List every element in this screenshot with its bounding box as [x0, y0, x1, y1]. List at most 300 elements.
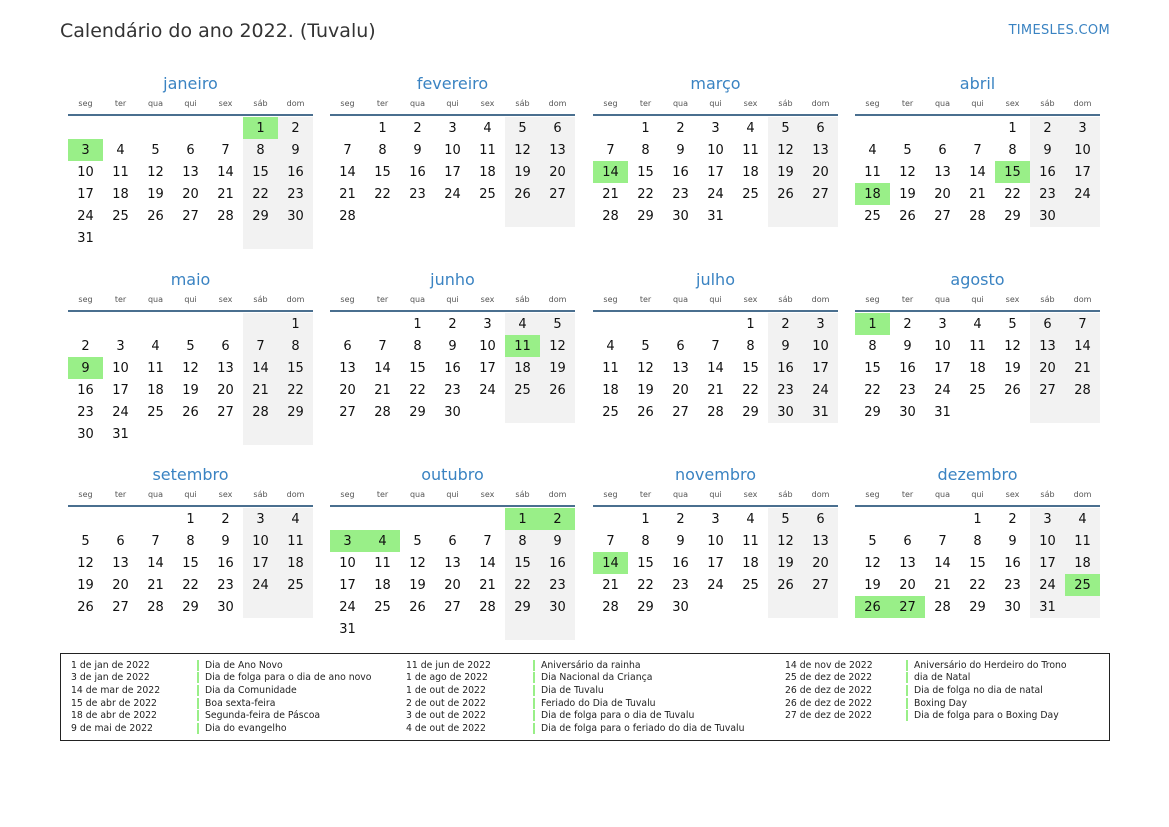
weekday-label: sex [480, 489, 495, 499]
day-cell: 17 [339, 577, 356, 593]
weekday-label: sex [1005, 294, 1020, 304]
day-cell: 11 [374, 555, 391, 571]
weekday-header [593, 487, 838, 507]
holiday-date: 14 de nov de 2022 [785, 659, 873, 671]
weekday-label: sáb [515, 98, 530, 108]
day-cell: 31 [803, 401, 838, 423]
legend-row [406, 684, 745, 697]
holiday-day: 14 [593, 552, 628, 574]
holiday-date: 11 de jun de 2022 [406, 659, 491, 671]
empty-cell [698, 313, 733, 335]
weekday-label: ter [114, 489, 127, 499]
day-cell: 6 [540, 117, 575, 139]
empty-cell [435, 508, 470, 530]
day-cell: 17 [479, 360, 496, 376]
weekday-label: dom [811, 294, 830, 304]
day-cell: 26 [505, 183, 540, 205]
day-cell: 13 [899, 555, 916, 571]
day-cell: 27 [339, 404, 356, 420]
day-cell: 6 [676, 338, 685, 354]
day-cell: 29 [742, 404, 759, 420]
empty-cell [208, 117, 243, 139]
day-cell: 7 [243, 335, 278, 357]
empty-cell [138, 423, 173, 445]
day-cell: 27 [803, 574, 838, 596]
empty-cell [733, 596, 768, 618]
day-cell: 17 [934, 360, 951, 376]
day-cell: 31 [707, 208, 724, 224]
empty-cell [243, 423, 278, 445]
empty-cell [1065, 596, 1100, 618]
day-cell: 20 [803, 552, 838, 574]
holiday-date: 3 de out de 2022 [406, 710, 486, 722]
weekday-label: qui [971, 294, 984, 304]
day-cell: 29 [637, 208, 654, 224]
weekday-label: sex [1005, 98, 1020, 108]
legend-marker [197, 698, 199, 709]
empty-cell [68, 508, 103, 530]
weekday-label: qui [971, 98, 984, 108]
day-cell: 29 [1004, 208, 1021, 224]
day-cell: 7 [711, 338, 720, 354]
day-cell: 2 [768, 313, 803, 335]
day-cell: 11 [479, 142, 496, 158]
weekday-label: ter [901, 98, 914, 108]
empty-cell [138, 508, 173, 530]
weekday-label: sáb [778, 98, 793, 108]
holiday-name: Aniversário do Herdeiro do Trono [914, 659, 1067, 671]
day-cell: 5 [903, 142, 912, 158]
empty-cell [803, 596, 838, 618]
weekday-label: seg [865, 98, 880, 108]
day-cell: 17 [1030, 552, 1065, 574]
day-grid [68, 508, 313, 618]
weekday-label: sáb [778, 294, 793, 304]
weekday-label: ter [639, 294, 652, 304]
day-cell: 1 [278, 313, 313, 335]
day-cell: 14 [217, 164, 234, 180]
day-cell: 4 [746, 120, 755, 136]
weekday-label: sáb [1040, 294, 1055, 304]
day-cell: 24 [803, 379, 838, 401]
holiday-name: Dia de folga para o feriado do dia de Tuvalu [541, 722, 745, 734]
weekday-label: sáb [778, 489, 793, 499]
day-cell: 4 [606, 338, 615, 354]
legend-marker [533, 723, 535, 734]
day-cell: 29 [864, 404, 881, 420]
day-cell: 13 [339, 360, 356, 376]
weekday-label: dom [286, 98, 305, 108]
day-cell: 8 [243, 139, 278, 161]
day-cell: 10 [243, 530, 278, 552]
day-cell: 21 [147, 577, 164, 593]
weekday-label: dom [548, 294, 567, 304]
empty-cell [173, 227, 208, 249]
day-cell: 3 [243, 508, 278, 530]
weekday-label: qua [409, 294, 426, 304]
day-cell: 29 [637, 599, 654, 615]
day-cell: 22 [278, 379, 313, 401]
day-cell: 29 [505, 596, 540, 618]
day-cell: 16 [217, 555, 234, 571]
day-cell: 11 [112, 164, 129, 180]
empty-cell [540, 401, 575, 423]
day-cell: 2 [413, 120, 422, 136]
holiday-date: 1 de jan de 2022 [71, 659, 150, 671]
empty-cell [243, 596, 278, 618]
empty-cell [960, 401, 995, 423]
weekday-label: qua [934, 98, 951, 108]
day-cell: 10 [1065, 139, 1100, 161]
day-cell: 12 [409, 555, 426, 571]
empty-cell [855, 508, 890, 530]
day-cell: 15 [505, 552, 540, 574]
holiday-day: 27 [890, 596, 925, 618]
empty-cell [768, 205, 803, 227]
day-cell: 2 [676, 511, 685, 527]
legend-marker [906, 660, 908, 671]
weekday-label: seg [865, 294, 880, 304]
day-cell: 28 [479, 599, 496, 615]
holiday-legend [60, 653, 1110, 741]
weekday-header [68, 292, 313, 312]
legend-marker [197, 723, 199, 734]
day-cell: 21 [339, 186, 356, 202]
day-cell: 29 [243, 205, 278, 227]
day-cell: 17 [77, 186, 94, 202]
day-cell: 15 [637, 164, 654, 180]
empty-cell [593, 313, 628, 335]
day-cell: 22 [505, 574, 540, 596]
month-outubro [330, 465, 575, 640]
day-cell: 20 [803, 161, 838, 183]
empty-cell [243, 227, 278, 249]
legend-row [785, 659, 1067, 672]
empty-cell [173, 313, 208, 335]
weekday-label: sáb [515, 294, 530, 304]
empty-cell [330, 313, 365, 335]
empty-cell [470, 508, 505, 530]
day-cell: 2 [221, 511, 230, 527]
day-cell: 25 [864, 208, 881, 224]
legend-column [71, 659, 372, 735]
holiday-date: 1 de out de 2022 [406, 684, 486, 696]
day-cell: 3 [448, 120, 457, 136]
day-cell: 12 [768, 530, 803, 552]
day-cell: 20 [1030, 357, 1065, 379]
day-cell: 29 [182, 599, 199, 615]
day-cell: 17 [803, 357, 838, 379]
day-cell: 26 [899, 208, 916, 224]
weekday-label: dom [811, 489, 830, 499]
day-cell: 1 [1008, 120, 1017, 136]
day-cell: 3 [938, 316, 947, 332]
day-cell: 2 [1008, 511, 1017, 527]
day-cell: 26 [77, 599, 94, 615]
weekday-label: qui [709, 489, 722, 499]
empty-cell [68, 313, 103, 335]
day-cell: 31 [77, 230, 94, 246]
day-cell: 12 [637, 360, 654, 376]
site-link[interactable]: TIMESLES.COM [1008, 23, 1110, 38]
month-name: julho [696, 270, 735, 289]
day-cell: 18 [479, 164, 496, 180]
holiday-name: Dia de folga para o dia de Tuvalu [541, 710, 695, 722]
weekday-label: seg [603, 489, 618, 499]
day-cell: 23 [768, 379, 803, 401]
empty-cell [173, 117, 208, 139]
weekday-label: qui [184, 294, 197, 304]
month-name: novembro [675, 465, 756, 484]
day-cell: 6 [1030, 313, 1065, 335]
day-cell: 13 [1030, 335, 1065, 357]
day-cell: 4 [1065, 508, 1100, 530]
day-cell: 10 [112, 360, 129, 376]
legend-row [785, 697, 1067, 710]
day-cell: 13 [803, 139, 838, 161]
day-cell: 6 [116, 533, 125, 549]
day-cell: 16 [1030, 161, 1065, 183]
holiday-day: 18 [855, 183, 890, 205]
empty-cell [663, 313, 698, 335]
day-cell: 14 [969, 164, 986, 180]
day-cell: 1 [641, 511, 650, 527]
holiday-date: 26 de dez de 2022 [785, 697, 873, 709]
holiday-day: 2 [540, 508, 575, 530]
day-cell: 13 [444, 555, 461, 571]
day-cell: 21 [217, 186, 234, 202]
day-cell: 23 [444, 382, 461, 398]
day-cell: 24 [707, 577, 724, 593]
day-cell: 19 [505, 161, 540, 183]
legend-row [71, 672, 372, 685]
day-cell: 15 [278, 357, 313, 379]
empty-cell [208, 227, 243, 249]
month-abril [855, 74, 1100, 227]
legend-row [406, 697, 745, 710]
day-cell: 5 [540, 313, 575, 335]
day-cell: 8 [746, 338, 755, 354]
day-cell: 13 [672, 360, 689, 376]
empty-cell [103, 117, 138, 139]
day-cell: 20 [112, 577, 129, 593]
holiday-day: 11 [505, 335, 540, 357]
weekday-label: ter [114, 98, 127, 108]
day-cell: 20 [672, 382, 689, 398]
empty-cell [400, 205, 435, 227]
day-cell: 31 [339, 621, 356, 637]
day-cell: 10 [444, 142, 461, 158]
day-cell: 10 [803, 335, 838, 357]
day-cell: 3 [1065, 117, 1100, 139]
day-cell: 27 [182, 208, 199, 224]
weekday-label: sex [743, 294, 758, 304]
day-cell: 20 [217, 382, 234, 398]
month-março [593, 74, 838, 227]
day-cell: 30 [1030, 205, 1065, 227]
day-cell: 5 [768, 508, 803, 530]
day-grid [593, 117, 838, 227]
holiday-name: Dia de Ano Novo [205, 659, 283, 671]
day-cell: 28 [602, 208, 619, 224]
day-cell: 7 [606, 533, 615, 549]
legend-marker [197, 660, 199, 671]
day-cell: 27 [803, 183, 838, 205]
weekday-header [855, 96, 1100, 116]
day-grid [330, 117, 575, 227]
day-cell: 25 [374, 599, 391, 615]
weekday-label: qui [184, 489, 197, 499]
day-cell: 11 [602, 360, 619, 376]
legend-marker [906, 685, 908, 696]
holiday-name: Dia de Tuvalu [541, 684, 604, 696]
weekday-label: qua [672, 489, 689, 499]
day-cell: 6 [803, 508, 838, 530]
holiday-date: 25 de dez de 2022 [785, 672, 873, 684]
day-cell: 17 [707, 164, 724, 180]
empty-cell [855, 117, 890, 139]
day-cell: 19 [768, 552, 803, 574]
day-cell: 26 [182, 404, 199, 420]
day-cell: 13 [182, 164, 199, 180]
legend-row [406, 659, 745, 672]
day-cell: 20 [182, 186, 199, 202]
holiday-day: 3 [68, 139, 103, 161]
day-cell: 4 [973, 316, 982, 332]
day-cell: 28 [147, 599, 164, 615]
day-cell: 8 [1008, 142, 1017, 158]
holiday-date: 15 de abr de 2022 [71, 697, 157, 709]
month-name: setembro [152, 465, 229, 484]
weekday-label: seg [78, 294, 93, 304]
day-cell: 7 [606, 142, 615, 158]
empty-cell [365, 313, 400, 335]
day-cell: 31 [1030, 596, 1065, 618]
weekday-label: seg [340, 294, 355, 304]
month-name: janeiro [163, 74, 218, 93]
day-cell: 13 [934, 164, 951, 180]
holiday-day: 14 [593, 161, 628, 183]
day-cell: 18 [1065, 552, 1100, 574]
day-cell: 25 [602, 404, 619, 420]
month-novembro [593, 465, 838, 618]
empty-cell [138, 117, 173, 139]
day-cell: 1 [186, 511, 195, 527]
weekday-header [330, 96, 575, 116]
weekday-label: sex [1005, 489, 1020, 499]
day-cell: 8 [278, 335, 313, 357]
empty-cell [733, 205, 768, 227]
day-cell: 28 [243, 401, 278, 423]
day-cell: 23 [217, 577, 234, 593]
day-cell: 12 [1004, 338, 1021, 354]
weekday-header [593, 96, 838, 116]
month-name: maio [170, 270, 211, 289]
month-name: junho [430, 270, 475, 289]
day-cell: 2 [278, 117, 313, 139]
day-cell: 10 [934, 338, 951, 354]
day-cell: 26 [540, 379, 575, 401]
day-cell: 25 [147, 404, 164, 420]
day-cell: 23 [540, 574, 575, 596]
day-cell: 13 [112, 555, 129, 571]
legend-marker [906, 710, 908, 721]
holiday-date: 1 de ago de 2022 [406, 672, 488, 684]
page-title: Calendário do ano 2022. (Tuvalu) [60, 20, 376, 42]
day-cell: 24 [707, 186, 724, 202]
empty-cell [540, 618, 575, 640]
day-cell: 14 [934, 555, 951, 571]
day-cell: 23 [1030, 183, 1065, 205]
legend-row [71, 722, 372, 735]
empty-cell [505, 401, 540, 423]
weekday-header [330, 487, 575, 507]
day-cell: 22 [742, 382, 759, 398]
day-cell: 5 [1008, 316, 1017, 332]
day-cell: 7 [973, 142, 982, 158]
day-cell: 30 [1004, 599, 1021, 615]
weekday-label: qua [147, 294, 164, 304]
day-cell: 3 [711, 511, 720, 527]
day-cell: 16 [444, 360, 461, 376]
holiday-name: Boxing Day [914, 697, 967, 709]
day-cell: 21 [479, 577, 496, 593]
day-cell: 26 [1004, 382, 1021, 398]
legend-row [406, 709, 745, 722]
empty-cell [1065, 401, 1100, 423]
weekday-label: dom [1073, 489, 1092, 499]
day-cell: 29 [969, 599, 986, 615]
day-cell: 5 [641, 338, 650, 354]
weekday-label: ter [376, 98, 389, 108]
empty-cell [208, 313, 243, 335]
day-cell: 12 [77, 555, 94, 571]
day-cell: 11 [278, 530, 313, 552]
empty-cell [330, 508, 365, 530]
day-cell: 13 [540, 139, 575, 161]
day-cell: 18 [969, 360, 986, 376]
day-cell: 8 [868, 338, 877, 354]
day-grid [593, 313, 838, 423]
empty-cell [540, 205, 575, 227]
legend-marker [197, 685, 199, 696]
empty-cell [470, 401, 505, 423]
day-cell: 28 [602, 599, 619, 615]
empty-cell [138, 227, 173, 249]
month-name: agosto [950, 270, 1005, 289]
month-junho [330, 270, 575, 423]
day-cell: 30 [672, 208, 689, 224]
empty-cell [278, 596, 313, 618]
day-cell: 24 [1065, 183, 1100, 205]
day-cell: 14 [707, 360, 724, 376]
day-cell: 7 [343, 142, 352, 158]
day-cell: 2 [81, 338, 90, 354]
weekday-label: seg [78, 489, 93, 499]
month-agosto [855, 270, 1100, 423]
day-cell: 19 [77, 577, 94, 593]
empty-cell [1030, 401, 1065, 423]
weekday-label: sex [743, 98, 758, 108]
day-cell: 21 [1065, 357, 1100, 379]
day-cell: 8 [641, 142, 650, 158]
day-cell: 14 [339, 164, 356, 180]
day-cell: 16 [540, 552, 575, 574]
day-cell: 19 [637, 382, 654, 398]
empty-cell [768, 596, 803, 618]
day-cell: 19 [409, 577, 426, 593]
day-cell: 15 [409, 360, 426, 376]
